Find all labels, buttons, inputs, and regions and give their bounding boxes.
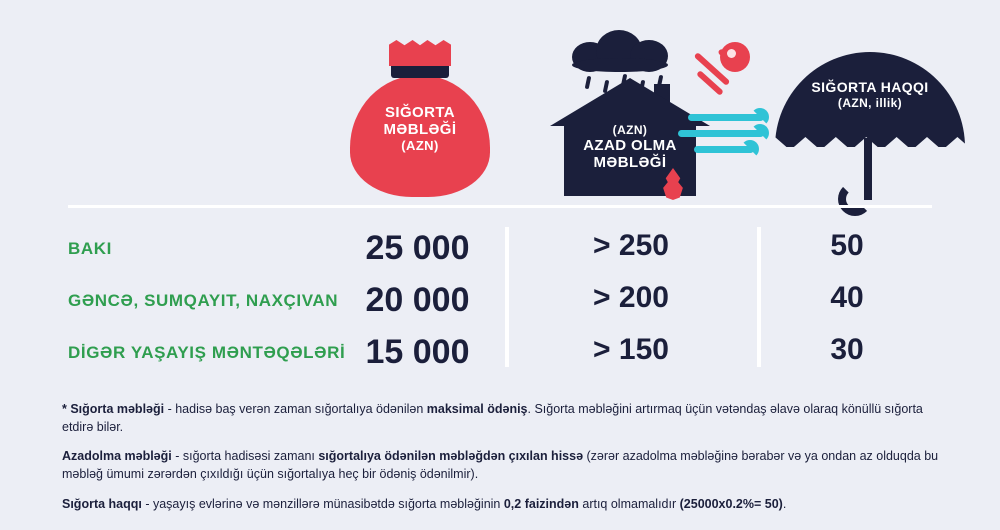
row-insured-sum: 25 000 bbox=[365, 229, 470, 267]
table-row bbox=[0, 333, 1000, 385]
footnote-3-term: Sığorta haqqı bbox=[62, 496, 142, 511]
table-row bbox=[0, 281, 1000, 333]
row-label: DİGƏR YAŞAYIŞ MƏNTƏQƏLƏRİ bbox=[68, 343, 346, 362]
row-deductible: > 200 bbox=[593, 281, 669, 314]
umbrella-icon bbox=[770, 42, 970, 217]
footnote-3-text-a: - yaşayış evlərinə və mənzillərə münasibətdə sığorta məbləğinin bbox=[141, 496, 504, 511]
money-bag-label bbox=[345, 105, 495, 153]
footnote-2-emph: sığortalıya ödənilən məbləğdən çıxılan hissə bbox=[318, 449, 584, 464]
footnote-1-emph: maksimal ödəniş bbox=[426, 402, 528, 416]
money-bag-label-currency: (AZN) bbox=[401, 137, 439, 153]
footnote-3-formula: (25000x0.2%= 50) bbox=[679, 496, 783, 511]
footnote-3 bbox=[62, 495, 942, 513]
footnote-2-text-b: (zərər azadolma məbləğinə bərabər və ya ondan az olduqda bu məbləğ ümumi zərərdən çıxıldığı üçün sığortalıya heç bir ödəniş ödənilmir). bbox=[62, 449, 939, 482]
footnote-1-term: * Sığorta məbləği bbox=[62, 402, 165, 416]
footnotes bbox=[62, 400, 942, 524]
house-label bbox=[550, 124, 710, 172]
umbrella-label bbox=[770, 80, 970, 110]
footnote-1-text-a: - hadisə baş verən zaman sığortalıya ödənilən bbox=[164, 402, 427, 416]
meteor-icon bbox=[680, 40, 750, 110]
house-label-line1: AZAD OLMA bbox=[583, 137, 677, 155]
footnote-2 bbox=[62, 447, 942, 483]
row-deductible: > 250 bbox=[593, 229, 669, 262]
row-premium: 40 bbox=[830, 281, 864, 314]
footnote-3-text-c: . bbox=[782, 496, 787, 511]
money-bag-icon bbox=[345, 35, 495, 200]
footnote-1-text-b: . Sığorta məbləğini artırmaq üçün vətəndaş əlavə olaraq könüllü sığorta etdirə bilər. bbox=[62, 402, 923, 435]
house-label-currency: (AZN) bbox=[612, 123, 648, 137]
footnote-2-text-a: - sığorta hadisəsi zamanı bbox=[171, 449, 319, 464]
money-bag-label-line2: MƏBLƏĞİ bbox=[383, 120, 457, 138]
umbrella-label-line2: (AZN, illik) bbox=[837, 95, 903, 110]
house-disaster-icon bbox=[530, 30, 760, 230]
row-insured-sum: 15 000 bbox=[365, 333, 470, 371]
table-row bbox=[0, 229, 1000, 281]
row-premium: 50 bbox=[830, 229, 864, 262]
footnote-2-term: Azadolma məbləği bbox=[62, 449, 172, 464]
row-label: BAKI bbox=[68, 239, 112, 258]
row-deductible: > 150 bbox=[593, 333, 669, 366]
money-bag-column bbox=[330, 0, 510, 200]
money-bag-label-line1: SIĞORTA bbox=[384, 104, 456, 121]
row-premium: 30 bbox=[830, 333, 864, 366]
umbrella-label-line1: SIĞORTA HAQQI bbox=[811, 79, 929, 95]
house-column bbox=[530, 0, 760, 230]
icon-header-row bbox=[0, 0, 1000, 215]
footnote-1 bbox=[62, 400, 942, 436]
row-insured-sum: 20 000 bbox=[365, 281, 470, 319]
rain-cloud-icon bbox=[572, 30, 668, 70]
row-label: GƏNCƏ, SUMQAYIT, NAXÇIVAN bbox=[68, 291, 339, 310]
table-top-divider bbox=[68, 205, 932, 208]
footnote-3-emph: 0,2 faizindən bbox=[503, 496, 579, 511]
footnote-3-text-b: artıq olmamalıdır bbox=[578, 496, 680, 511]
house-label-line2: MƏBLƏĞİ bbox=[593, 154, 667, 172]
umbrella-column bbox=[770, 0, 970, 217]
